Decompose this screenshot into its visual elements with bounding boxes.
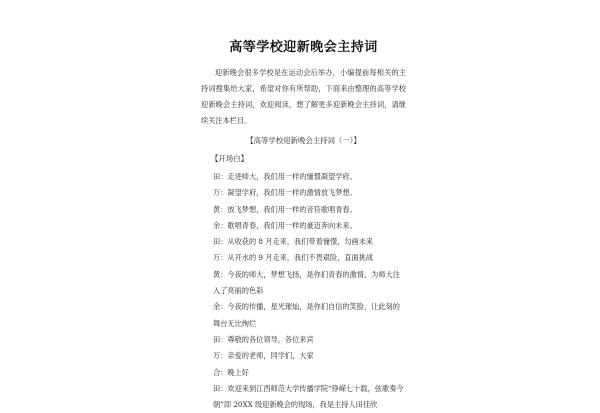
script-line: 黄：放飞梦想，我们用一样的音符歌唱青春。	[213, 204, 357, 214]
script-line: 黄：今夜的师大，梦想飞扬，是你们青春的激情，为师大注入了亮丽的色彩	[213, 269, 400, 296]
script-line: 田：尊敬的各位领导，各位来宾	[213, 334, 314, 344]
script-line: 余：今夜的传播，星光璀灿，是你们自信的笑脸，让此刻的舞台无比绚烂	[213, 302, 400, 328]
document-body	[201, 28, 406, 413]
script-line: 合：晚上好	[213, 367, 249, 377]
script-line: 万：凝望学府，我们用一样的激情放飞梦想。	[213, 188, 357, 198]
section-heading: 【开场白】	[211, 154, 248, 163]
script-line: 万：亲爱的老师，同学们，大家	[213, 351, 314, 361]
subheading: 【高等学校迎新晚会主持词（一）】	[246, 136, 361, 145]
script-line: 田：走进师大，我们用一样的憧憬凝望学府。	[213, 172, 357, 181]
script-line: 田：欢迎来到江西师范大学传播学院“铮嵘七十载，弦歌奏今朝”即 20XX 级迎新晚会的现场，我是主持人田佳欣	[213, 383, 404, 410]
document-title: 高等学校迎新晚会主持词	[229, 40, 378, 55]
script-line: 田：从收获的 8 月走来，我们带着憧憬，勾画未来	[213, 237, 374, 247]
script-line: 万：从开水的 9 月走来，我们不畏艰险，直面挑战	[213, 253, 374, 263]
intro-paragraph: 迎新晚会很多学校是在运动会后举办，小编提前每相关的主持词搜集给大家，希望对你有所帮助，下面来由整理的高等学校迎新晚会主持词，欢迎阅读，想了解更多迎新晚会主持词，请继续关注本栏目。	[201, 68, 406, 125]
script-line: 余：歌唱青春，我们用一样的豪迈奔向未来。	[213, 220, 357, 230]
